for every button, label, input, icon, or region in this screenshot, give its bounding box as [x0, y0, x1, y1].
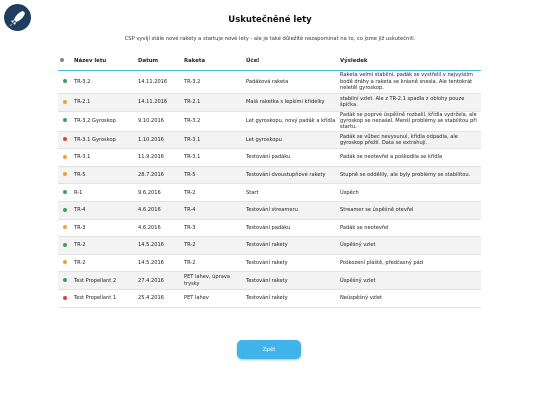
cell-rocket: TR-4 [182, 202, 244, 220]
cell-name: TR-3.2 [72, 71, 136, 94]
cell-name: TR-3.2 Gyroskop [72, 111, 136, 131]
cell-result: Stupně se oddělily, ale byly problémy se stabilitou. [338, 166, 481, 184]
table-row [58, 184, 481, 202]
cell-result: stabilní vzlet. Ale z TR-2.1 spadla z oblohy pouze špička. [338, 94, 481, 112]
status-dot [63, 278, 67, 282]
status-dot [63, 79, 67, 83]
launches-table [58, 51, 481, 308]
cell-rocket: TR-2 [182, 254, 244, 272]
cell-result: Neúspěšný vzlet [338, 290, 481, 308]
status-dot [63, 155, 67, 159]
cell-date: 14.11.2016 [136, 94, 182, 112]
cell-name: TR-4 [72, 202, 136, 220]
column-header: Název letu [72, 51, 136, 71]
cell-purpose: Testování rakety [244, 237, 338, 255]
cell-purpose: Padáková raketa [244, 71, 338, 94]
cell-date: 9.10.2016 [136, 111, 182, 131]
cell-rocket: TR-3.2 [182, 71, 244, 94]
status-cell [58, 111, 72, 131]
status-cell [58, 237, 72, 255]
cell-purpose: Testování dvoustupňové rakety [244, 166, 338, 184]
table-row [58, 254, 481, 272]
cell-rocket: TR-2 [182, 184, 244, 202]
back-button[interactable]: Zpět [237, 340, 301, 359]
cell-rocket: TR-3.1 [182, 131, 244, 149]
cell-date: 11.9.2016 [136, 149, 182, 167]
column-header: Účel [244, 51, 338, 71]
status-cell [58, 149, 72, 167]
status-cell [58, 94, 72, 112]
cell-result: Poškození pláště, předčasný pád [338, 254, 481, 272]
cell-purpose: Malá raketka s lepšími křidélky [244, 94, 338, 112]
status-header [58, 51, 72, 71]
status-dot [63, 190, 67, 194]
cell-date: 9.6.2016 [136, 184, 182, 202]
cell-name: Test Propellant 2 [72, 272, 136, 290]
cell-date: 25.4.2016 [136, 290, 182, 308]
cell-purpose: Testování padáku [244, 149, 338, 167]
cell-purpose: Testování padáku [244, 219, 338, 237]
cell-name: TR-2.1 [72, 94, 136, 112]
status-dot [63, 118, 67, 122]
table-row [58, 202, 481, 220]
cell-rocket: PET lahev [182, 290, 244, 308]
cell-result: Padák se poprvé úspěšně rozbalil, křídla vydržela, ale gyroskop se nenašel. Menší problémy se stabilitou při startu. [338, 111, 481, 131]
cell-result: Úspěšný vzlet [338, 272, 481, 290]
status-cell [58, 184, 72, 202]
cell-purpose: Testování rakety [244, 290, 338, 308]
cell-rocket: TR-5 [182, 166, 244, 184]
table-row [58, 237, 481, 255]
cell-result: Úspěch [338, 184, 481, 202]
cell-result: Úspěšný vzlet [338, 237, 481, 255]
table-row [58, 71, 481, 94]
status-cell [58, 202, 72, 220]
table-row [58, 272, 481, 290]
cell-date: 28.7.2016 [136, 166, 182, 184]
cell-purpose: Let gyroskopu, nový padák a křídla [244, 111, 338, 131]
status-dot [63, 100, 67, 104]
status-cell [58, 254, 72, 272]
table-header-row [58, 51, 481, 71]
status-cell [58, 219, 72, 237]
cell-date: 4.6.2016 [136, 202, 182, 220]
status-dot [63, 260, 67, 264]
header-dot [60, 58, 64, 62]
status-dot [63, 225, 67, 229]
page-subtitle: CSP vyvíjí stále nové rakety a startuje nové lety - ale je také důležité nezapomínat na to, co jsme již uskutečnili. [124, 36, 416, 42]
column-header: Raketa [182, 51, 244, 71]
table-row [58, 290, 481, 308]
status-dot [63, 243, 67, 247]
cell-purpose: Testování rakety [244, 254, 338, 272]
cell-result: Raketa velmi stabilní, padák se vystřelil v nejvyšším bodě dráhy a raketa se krásně snesla. Ale tentokrát neletěl gyroskop. [338, 71, 481, 94]
status-dot [63, 172, 67, 176]
cell-name: TR-5 [72, 166, 136, 184]
cell-rocket: TR-2 [182, 237, 244, 255]
status-dot [63, 296, 67, 300]
cell-purpose: Start [244, 184, 338, 202]
status-cell [58, 272, 72, 290]
cell-rocket: TR-2.1 [182, 94, 244, 112]
table-row [58, 111, 481, 131]
column-header: Datum [136, 51, 182, 71]
cell-date: 1.10.2016 [136, 131, 182, 149]
cell-date: 27.4.2016 [136, 272, 182, 290]
table-row [58, 166, 481, 184]
status-cell [58, 131, 72, 149]
page-title: Uskutečněné lety [228, 15, 312, 25]
status-dot [63, 137, 67, 141]
status-cell [58, 166, 72, 184]
cell-name: TR-2 [72, 254, 136, 272]
cell-date: 14.5.2016 [136, 237, 182, 255]
status-cell [58, 71, 72, 94]
cell-purpose: Let gyroskopu [244, 131, 338, 149]
status-dot [63, 208, 67, 212]
cell-name: R-1 [72, 184, 136, 202]
cell-date: 4.6.2016 [136, 219, 182, 237]
cell-date: 14.11.2016 [136, 71, 182, 94]
cell-purpose: Testování streameru [244, 202, 338, 220]
cell-rocket: TR-3.1 [182, 149, 244, 167]
cell-name: TR-3.1 [72, 149, 136, 167]
cell-rocket: TR-3 [182, 219, 244, 237]
cell-result: Streamer se úspěšně otevřel [338, 202, 481, 220]
column-header: Výsledek [338, 51, 481, 71]
status-cell [58, 290, 72, 308]
table-row [58, 94, 481, 112]
table-row [58, 149, 481, 167]
cell-name: Test Propellant 1 [72, 290, 136, 308]
cell-rocket: TR-3.2 [182, 111, 244, 131]
cell-name: TR-3 [72, 219, 136, 237]
table-row [58, 219, 481, 237]
cell-name: TR-3.1 Gyroskop [72, 131, 136, 149]
table-row [58, 131, 481, 149]
cell-purpose: Testování rakety [244, 272, 338, 290]
cell-name: TR-2 [72, 237, 136, 255]
cell-rocket: PET lahev, úprava trysky [182, 272, 244, 290]
cell-result: Padák se neotevřel [338, 219, 481, 237]
cell-date: 14.5.2016 [136, 254, 182, 272]
cell-result: Padák se vůbec nevysunul, křídla odpadla, ale gyroskop přežil. Data se extrahují. [338, 131, 481, 149]
cell-result: Padák se neotevřel a poškodila se křídla [338, 149, 481, 167]
